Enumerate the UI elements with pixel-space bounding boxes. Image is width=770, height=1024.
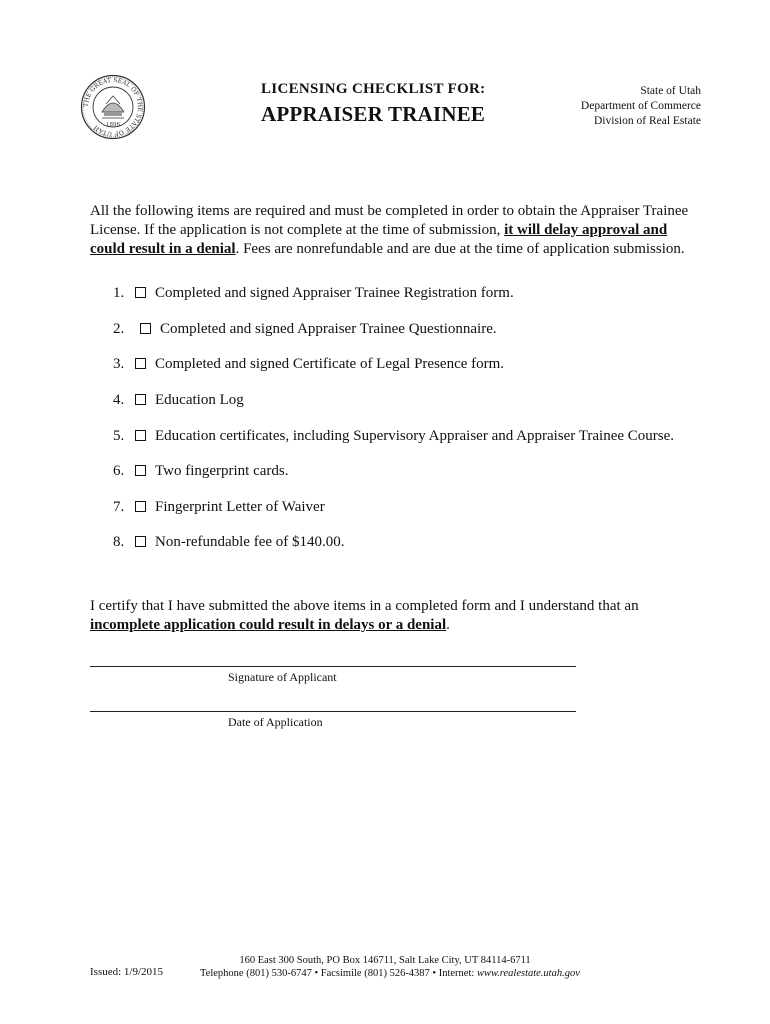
agency-block bbox=[501, 84, 701, 129]
state-seal-logo bbox=[80, 74, 146, 140]
signature-label: Signature of Applicant bbox=[228, 670, 337, 684]
checkbox[interactable] bbox=[140, 323, 151, 334]
item-label: Two fingerprint cards. bbox=[155, 463, 289, 480]
item-number: 1. bbox=[113, 285, 125, 302]
agency-division: Division of Real Estate bbox=[594, 115, 701, 127]
checklist-item bbox=[113, 347, 713, 383]
item-label: Completed and signed Appraiser Trainee Questionnaire. bbox=[160, 320, 497, 337]
website-link[interactable]: www.realestate.utah.gov bbox=[476, 968, 580, 979]
checklist-item bbox=[113, 454, 713, 490]
certify-text-2: . bbox=[446, 617, 450, 633]
checkbox[interactable] bbox=[135, 394, 146, 405]
intro-text-2: . Fees are nonrefundable and are due at the time of application submission. bbox=[235, 241, 685, 257]
certify-emphasis: incomplete application could result in delays or a denial bbox=[90, 617, 447, 633]
title-line-1: LICENSING CHECKLIST FOR: bbox=[261, 81, 486, 97]
footer-contact-line bbox=[200, 967, 580, 980]
item-number: 5. bbox=[113, 427, 125, 444]
item-label: Education Log bbox=[155, 392, 244, 409]
agency-department: Department of Commerce bbox=[580, 100, 701, 112]
checklist bbox=[113, 276, 713, 561]
item-label: Education certificates, including Supervisory Appraiser and Appraiser Trainee Course. bbox=[155, 427, 675, 444]
checklist-item bbox=[113, 312, 713, 348]
signature-line[interactable] bbox=[90, 666, 576, 667]
item-number: 8. bbox=[113, 534, 125, 551]
item-label: Completed and signed Appraiser Trainee Registration form. bbox=[155, 285, 514, 302]
checklist-item bbox=[113, 418, 713, 454]
item-label: Non-refundable fee of $140.00. bbox=[155, 534, 345, 551]
item-label: Fingerprint Letter of Waiver bbox=[155, 498, 325, 515]
issued-date: Issued: 1/9/2015 bbox=[90, 966, 164, 978]
certification-statement bbox=[90, 597, 690, 635]
intro-paragraph bbox=[90, 202, 700, 259]
intro-emphasis: it will delay approval and could result in a denial bbox=[90, 222, 668, 257]
checklist-item bbox=[113, 383, 713, 419]
checkbox[interactable] bbox=[135, 501, 146, 512]
checkbox[interactable] bbox=[135, 430, 146, 441]
checklist-item bbox=[113, 525, 713, 561]
date-label: Date of Application bbox=[228, 715, 323, 729]
item-number: 7. bbox=[113, 498, 125, 515]
item-label: Completed and signed Certificate of Legal Presence form. bbox=[155, 356, 505, 373]
item-number: 6. bbox=[113, 463, 125, 480]
page-title: APPRAISER TRAINEE bbox=[261, 102, 486, 126]
item-number: 3. bbox=[113, 356, 125, 373]
seal-text: THE GREAT SEAL OF THE STATE OF UTAH bbox=[82, 76, 144, 138]
footer-address: 160 East 300 South, PO Box 146711, Salt Lake City, UT 84114-6711 bbox=[239, 955, 531, 966]
item-number: 4. bbox=[113, 392, 125, 409]
footer bbox=[200, 954, 580, 980]
footer-contact: Telephone (801) 530-6747 • Facsimile (801) 526-4387 • Internet: bbox=[200, 968, 477, 979]
checkbox[interactable] bbox=[135, 536, 146, 547]
certify-text-1: I certify that I have submitted the above items in a completed form and I understand that an bbox=[90, 598, 639, 614]
checkbox[interactable] bbox=[135, 358, 146, 369]
seal-year: 1896 bbox=[106, 122, 120, 128]
checklist-item bbox=[113, 490, 713, 526]
checkbox[interactable] bbox=[135, 465, 146, 476]
agency-state: State of Utah bbox=[640, 85, 701, 97]
date-line[interactable] bbox=[90, 711, 576, 712]
checkbox[interactable] bbox=[135, 287, 146, 298]
checklist-item bbox=[113, 276, 713, 312]
item-number: 2. bbox=[113, 320, 125, 337]
intro-text-1: All the following items are required and must be completed in order to obtain the Appraiser Trainee License. If the application is not complete at the time of submission, bbox=[90, 203, 689, 238]
